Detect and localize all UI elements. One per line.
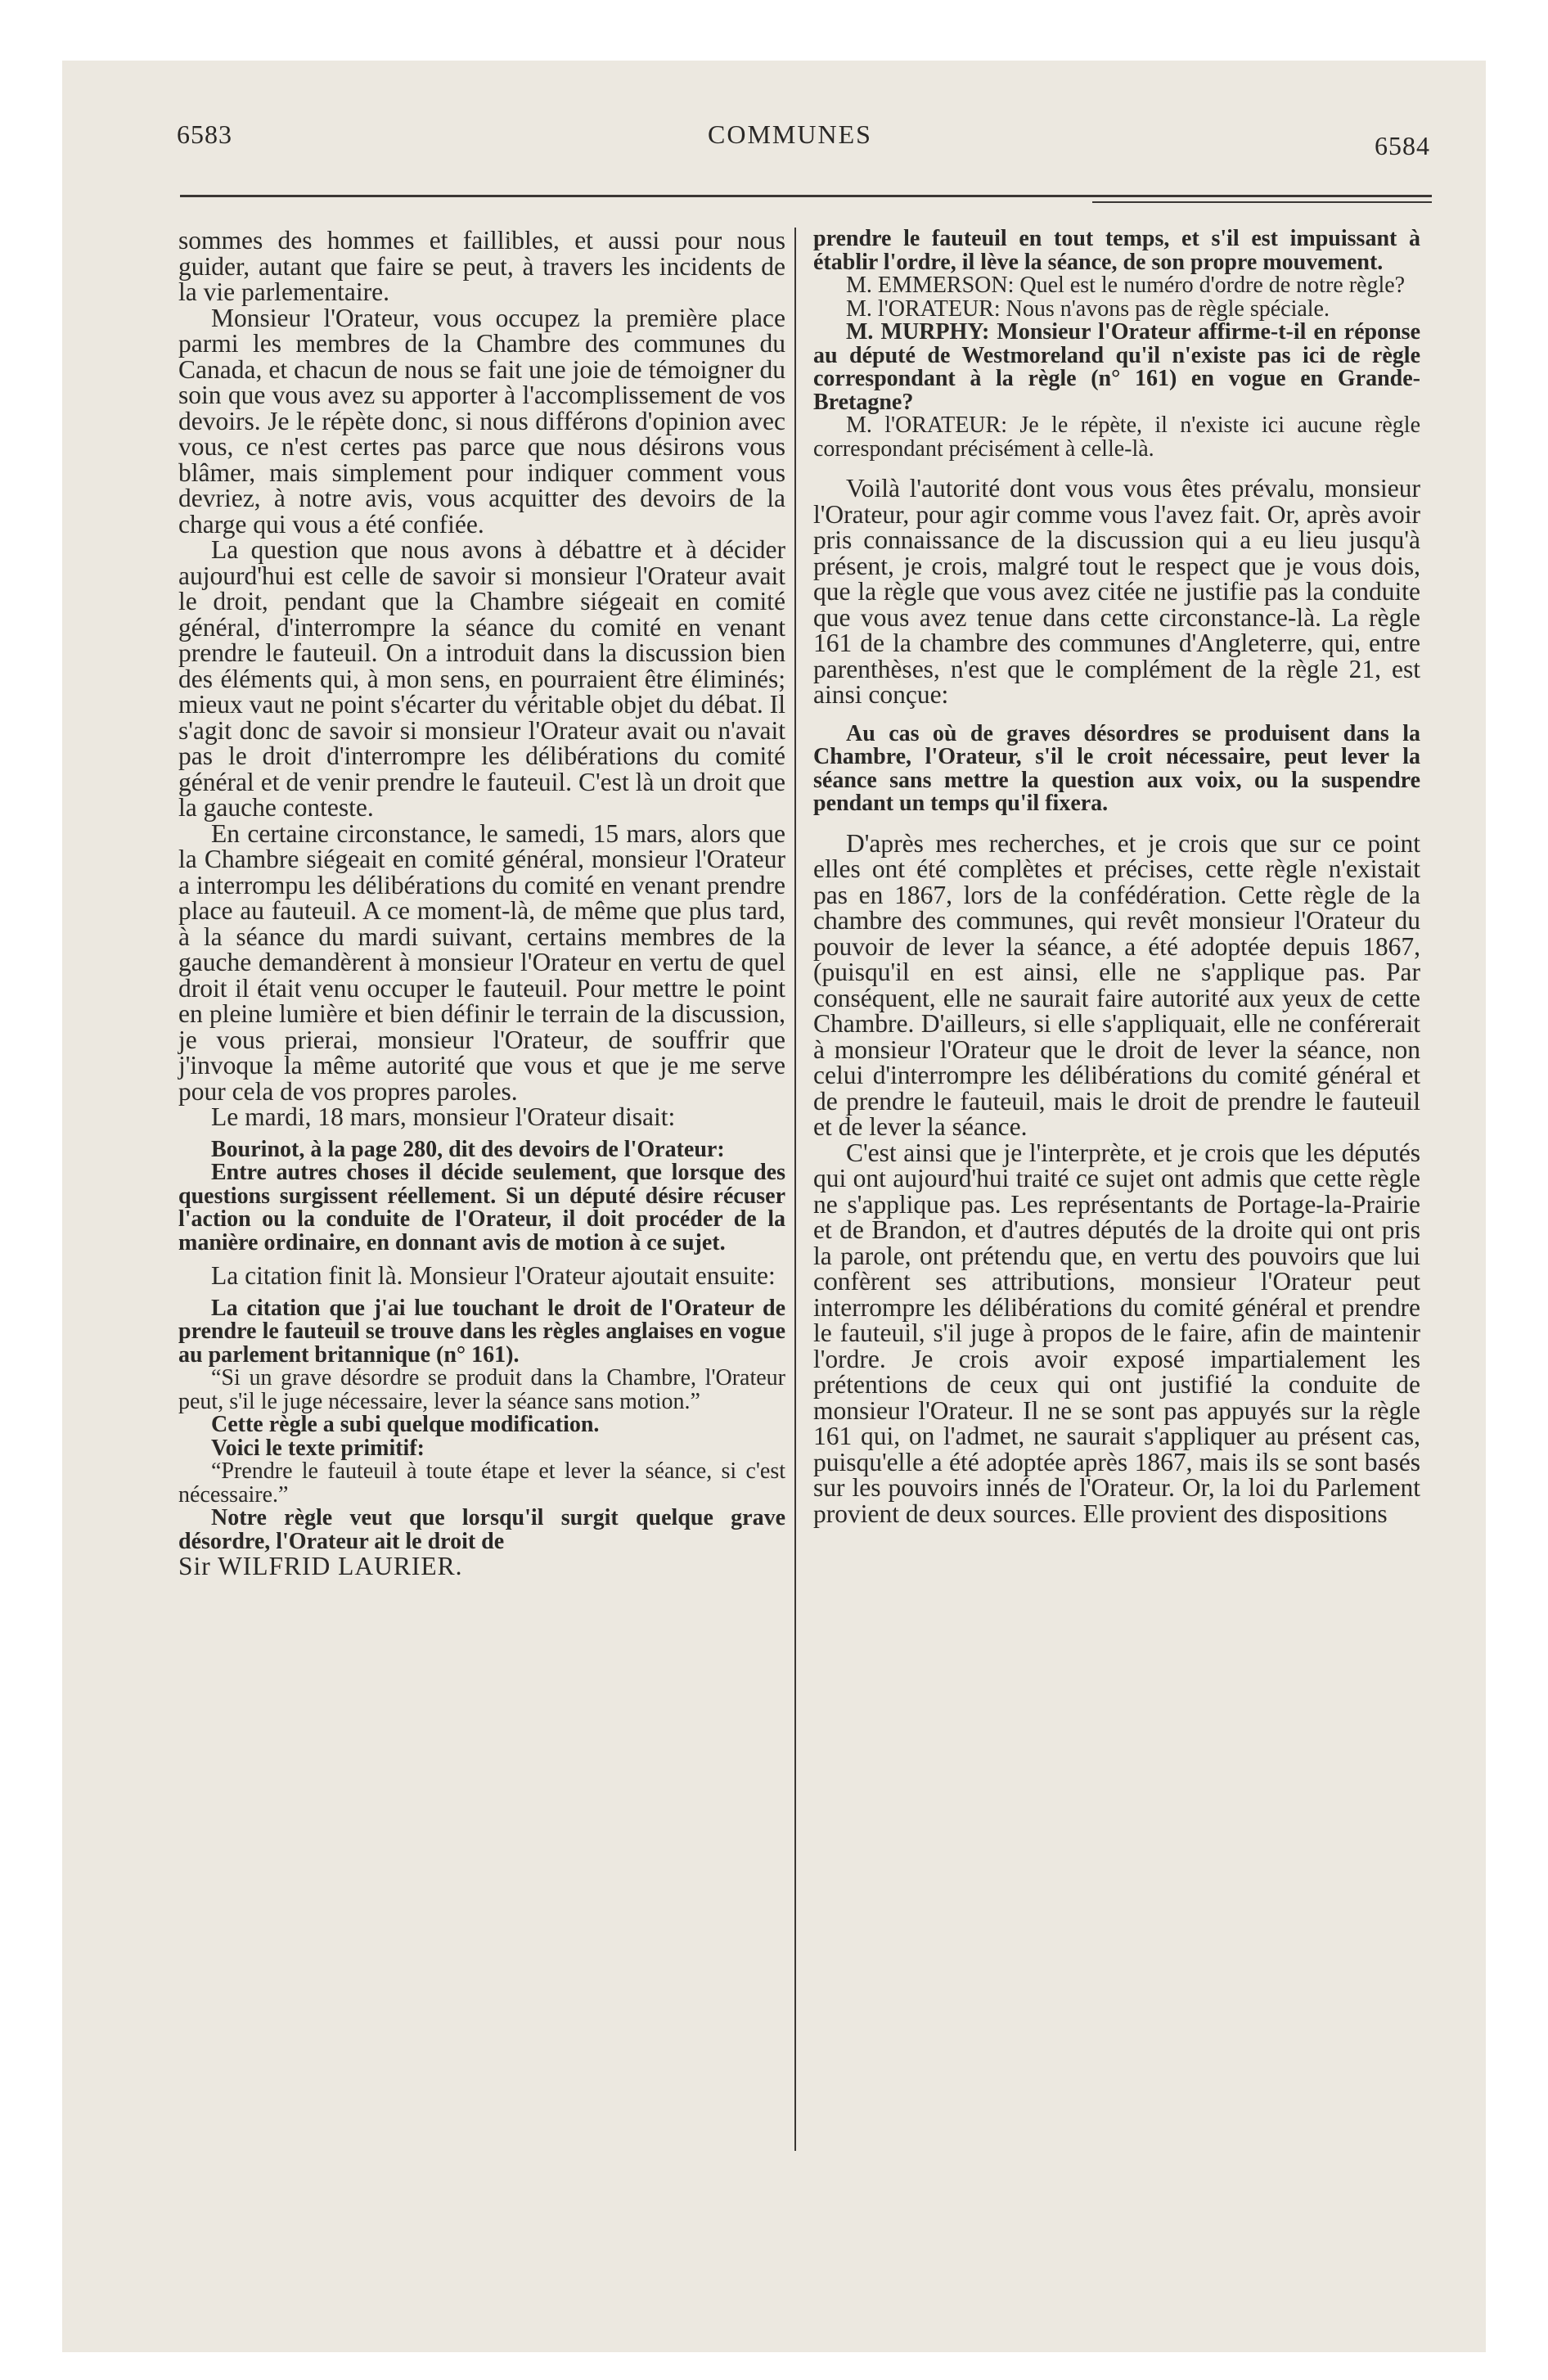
quote-paragraph: Au cas où de graves désordres se produisent dans la Chambre, l'Orateur, s'il le croit nécessaire, peut lever la séance sans mettre la question aux voix, ou la suspendre pendant un temps qu'il fixera.	[813, 720, 1420, 816]
quote-paragraph: “Si un grave désordre se produit dans la Chambre, l'Orateur peut, s'il le juge nécessaire, lever la séance sans motion.”	[178, 1365, 785, 1414]
paragraph: La citation finit là. Monsieur l'Orateur ajoutait ensuite:	[211, 1261, 776, 1290]
paragraph: En certaine circonstance, le samedi, 15 mars, alors que la Chambre siégeait en comité général, monsieur l'Orateur a interrompu les délibérations du comité en venant prendre place au fauteuil. A ce moment-là, de même que plus tard, à la séance du mardi suivant, certains membres de la gauche demandèrent à monsieur l'Orateur en vertu de quel droit il était venu occuper le fauteuil. Pour mettre le point en pleine lumière et bien définir le terrain de la discussion, je vous prierai, monsieur l'Orateur, de souffrir que j'invoque la même autorité que vous et que je me serve pour cela de vos propres paroles.	[178, 818, 785, 1106]
paragraph: Le mardi, 18 mars, monsieur l'Orateur disait:	[211, 1102, 676, 1131]
paragraph: D'après mes recherches, et je crois que sur ce point elles ont été complètes et précises, cette règle n'existait pas en 1867, lors de la confédération. Cette règle de la chambre des communes, qui revêt monsieur l'Orateur du pouvoir de lever la séance, a été adoptée depuis 1867, (puisqu'il en est ainsi, elle ne s'applique pas. Par conséquent, elle ne saurait faire autorité aux yeux de cette Chambre. D'ailleurs, si elle s'appliquait, elle ne conférerait à monsieur l'Orateur que le droit de lever la séance, non celui d'interrompre les délibérations du comité général et de prendre le fauteuil, mais le droit de prendre le fauteuil et de lever la séance.	[813, 828, 1420, 1141]
dialogue-line: M. l'ORATEUR: Nous n'avons pas de règle spéciale.	[846, 295, 1330, 322]
page-number-left: 6583	[177, 119, 232, 149]
quote-paragraph: Bourinot, à la page 280, dit des devoirs de l'Orateur:	[211, 1136, 725, 1162]
right-column	[813, 228, 1420, 1526]
dialogue-line: M. l'ORATEUR: Je le répète, il n'existe ici aucune règle correspondant précisément à celle-là.	[813, 412, 1420, 462]
paragraph: C'est ainsi que je l'interprète, et je crois que les députés qui ont aujourd'hui traité ce sujet ont admis que cette règle ne s'applique pas. Les représentants de Portage-la-Prairie et de Brandon, et d'autres députés de la droite qui ont pris la parole, ont prétendu que, en vertu des pouvoirs que lui confèrent ses attributions, monsieur l'Orateur peut interrompre les délibérations du comité général et prendre le fauteuil, s'il juge à propos de le faire, afin de maintenir l'ordre. Je crois avoir exposé impartialement les prétentions de ceux qui ont justifié la conduite de monsieur l'Orateur. Il ne se sont pas appuyés sur la règle 161 qui, on l'admet, ne saurait s'appliquer au présent cas, puisqu'elle a été adoptée après 1867, mais ils se sont basés sur les pouvoirs innés de l'Orateur. Or, la loi du Parlement provient de deux sources. Elle provient des dispositions	[813, 1138, 1420, 1528]
dialogue-line: M. MURPHY: Monsieur l'Orateur affirme-t-il en réponse au député de Westmoreland qu'il n'existe pas ici de règle correspondant à la règle (n° 161) en vogue en Grande-Bretagne?	[813, 319, 1420, 415]
quote-paragraph: Entre autres choses il décide seulement, que lorsque des questions surgissent réellement. Si un député désire récuser l'action ou la conduite de l'Orateur, il doit procéder de la manière ordinaire, en donnant avis de motion à ce sujet.	[178, 1160, 785, 1255]
paragraph: sommes des hommes et faillibles, et aussi pour nous guider, autant que faire se peut, à travers les incidents de la vie parlementaire.	[178, 226, 785, 306]
dialogue-line: M. EMMERSON: Quel est le numéro d'ordre de notre règle?	[846, 273, 1406, 298]
quote-paragraph: Cette règle a subi quelque modification.	[211, 1412, 600, 1437]
quote-paragraph: Notre règle veut que lorsqu'il surgit quelque grave désordre, l'Orateur ait le droit de	[178, 1505, 785, 1554]
quote-paragraph: La citation que j'ai lue touchant le droit de l'Orateur de prendre le fauteuil se trouve dans les règles anglaises en vogue au parlement britannique (n° 161).	[178, 1295, 785, 1368]
left-column	[178, 228, 785, 1580]
paragraph: Voilà l'autorité dont vous vous êtes prévalu, monsieur l'Orateur, pour agir comme vous l'avez fait. Or, après avoir pris connaissance de la discussion qui a eu lieu jusqu'à présent, je crois, malgré tout le respect que je vous dois, que la règle que vous avez citée ne justifie pas la conduite que vous avez tenue dans cette circonstance-là. La règle 161 de la chambre des communes d'Angleterre, qui, entre parenthèses, n'est que le complément de la règle 21, est ainsi conçue:	[813, 474, 1420, 709]
paragraph: La question que nous avons à débattre et à décider aujourd'hui est celle de savoir si monsieur l'Orateur avait le droit, pendant que la Chambre siégeait en comité général, d'interrompre la séance du comité en venant prendre le fauteuil. On a introduit dans la discussion bien des éléments qui, à mon sens, en pourraient être éliminés; mieux vaut ne point s'écarter du véritable objet du débat. Il s'agit donc de savoir si monsieur l'Orateur avait ou n'avait pas le droit d'interrompre les délibérations du comité général et de venir prendre le fauteuil. C'est là un droit que la gauche conteste.	[178, 535, 785, 822]
header-rule-secondary	[1092, 201, 1432, 203]
speaker-signature: Sir WILFRID LAURIER.	[178, 1552, 463, 1580]
page-number-right: 6584	[1375, 131, 1430, 160]
header-rule	[180, 195, 1432, 197]
quote-paragraph: Voici le texte primitif:	[211, 1435, 425, 1461]
column-divider	[794, 228, 796, 2151]
paragraph: Monsieur l'Orateur, vous occupez la première place parmi les membres de la Chambre des communes du Canada, et chacun de nous se fait une joie de témoigner du soin que vous avez su apporter à l'accomplissement de vos devoirs. Je le répète donc, si nous différons d'opinion avec vous, ce n'est certes pas parce que nous désirons vous blâmer, mais simplement pour indiquer comment vous devriez, à notre avis, vous acquitter des devoirs de la charge qui vous a été confiée.	[178, 303, 785, 539]
quote-paragraph: “Prendre le fauteuil à toute étape et lever la séance, si c'est nécessaire.”	[178, 1458, 785, 1508]
quote-paragraph: prendre le fauteuil en tout temps, et s'il est impuissant à établir l'ordre, il lève la séance, de son propre mouvement.	[813, 226, 1420, 275]
page-title: COMMUNES	[708, 119, 872, 149]
